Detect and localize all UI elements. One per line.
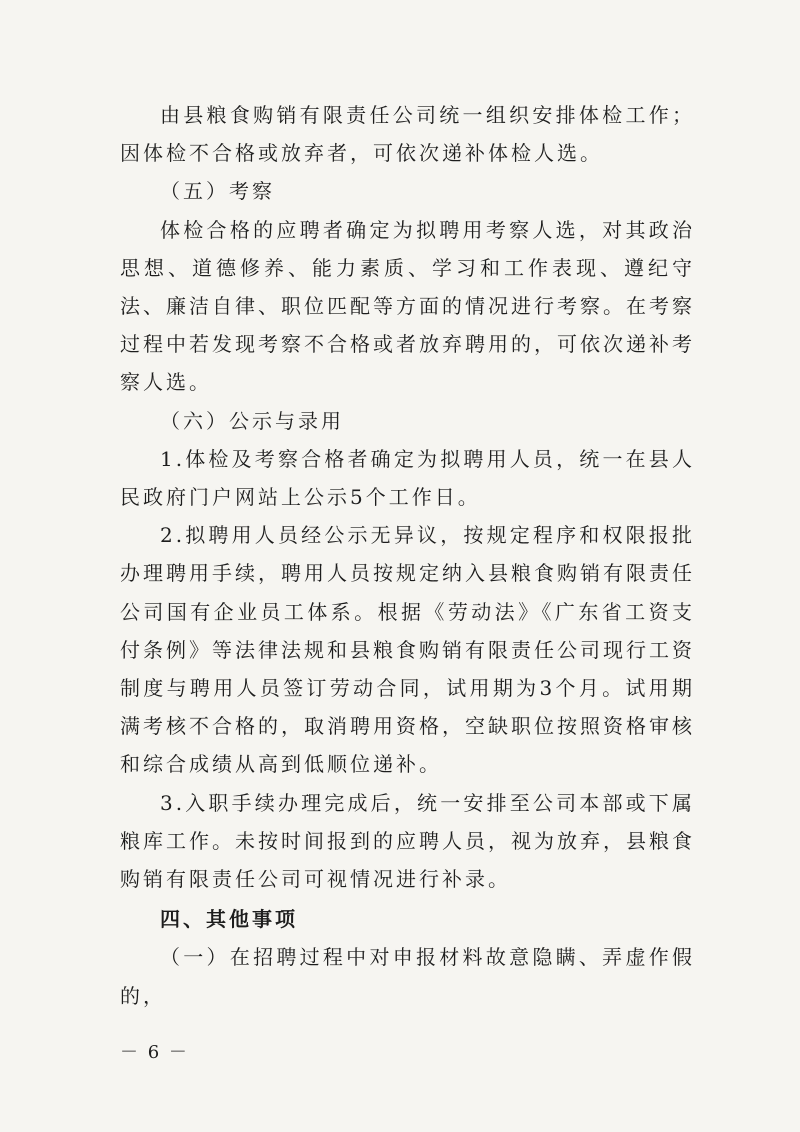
paragraph-physical-exam: 由县粮食购销有限责任公司统一组织安排体检工作；因体检不合格或放弃者，可依次递补体检人选。 — [120, 103, 695, 166]
section-six-heading: （六）公示与录用 — [160, 408, 344, 433]
section-five-heading: （五）考察 — [160, 179, 275, 204]
document-body — [120, 96, 695, 1015]
paragraph-inspection: 体检合格的应聘者确定为拟聘用考察人选，对其政治思想、道德修养、能力素质、学习和工作表现、遵纪守法、廉洁自律、职位匹配等方面的情况进行考察。在考察过程中若发现考察不合格或者放弃聘用的，可依次递补考察人选。 — [120, 217, 695, 395]
paragraph-item-3: 3.入职手续办理完成后，统一安排至公司本部或下属粮库工作。未按时间报到的应聘人员，视为放弃，县粮食购销有限责任公司可视情况进行补录。 — [120, 790, 695, 892]
paragraph-item-2: 2.拟聘用人员经公示无异议，按规定程序和权限报批办理聘用手续，聘用人员按规定纳入县粮食购销有限责任公司国有企业员工体系。根据《劳动法》《广东省工资支付条例》等法律法规和县粮食购销有限责任公司现行工资制度与聘用人员签订劳动合同，试用期为3个月。试用期满考核不合格的，取消聘用资格，空缺职位按照资格审核和综合成绩从高到低顺位递补。 — [120, 523, 695, 777]
paragraph-item-1: 1.体检及考察合格者确定为拟聘用人员，统一在县人民政府门户网站上公示5个工作日。 — [120, 446, 695, 510]
page-number: － 6 － — [120, 1042, 189, 1063]
section-four-heading: 四、其他事项 — [160, 907, 298, 932]
paragraph-other-1: （一）在招聘过程中对申报材料故意隐瞒、弄虚作假的， — [120, 945, 695, 1008]
